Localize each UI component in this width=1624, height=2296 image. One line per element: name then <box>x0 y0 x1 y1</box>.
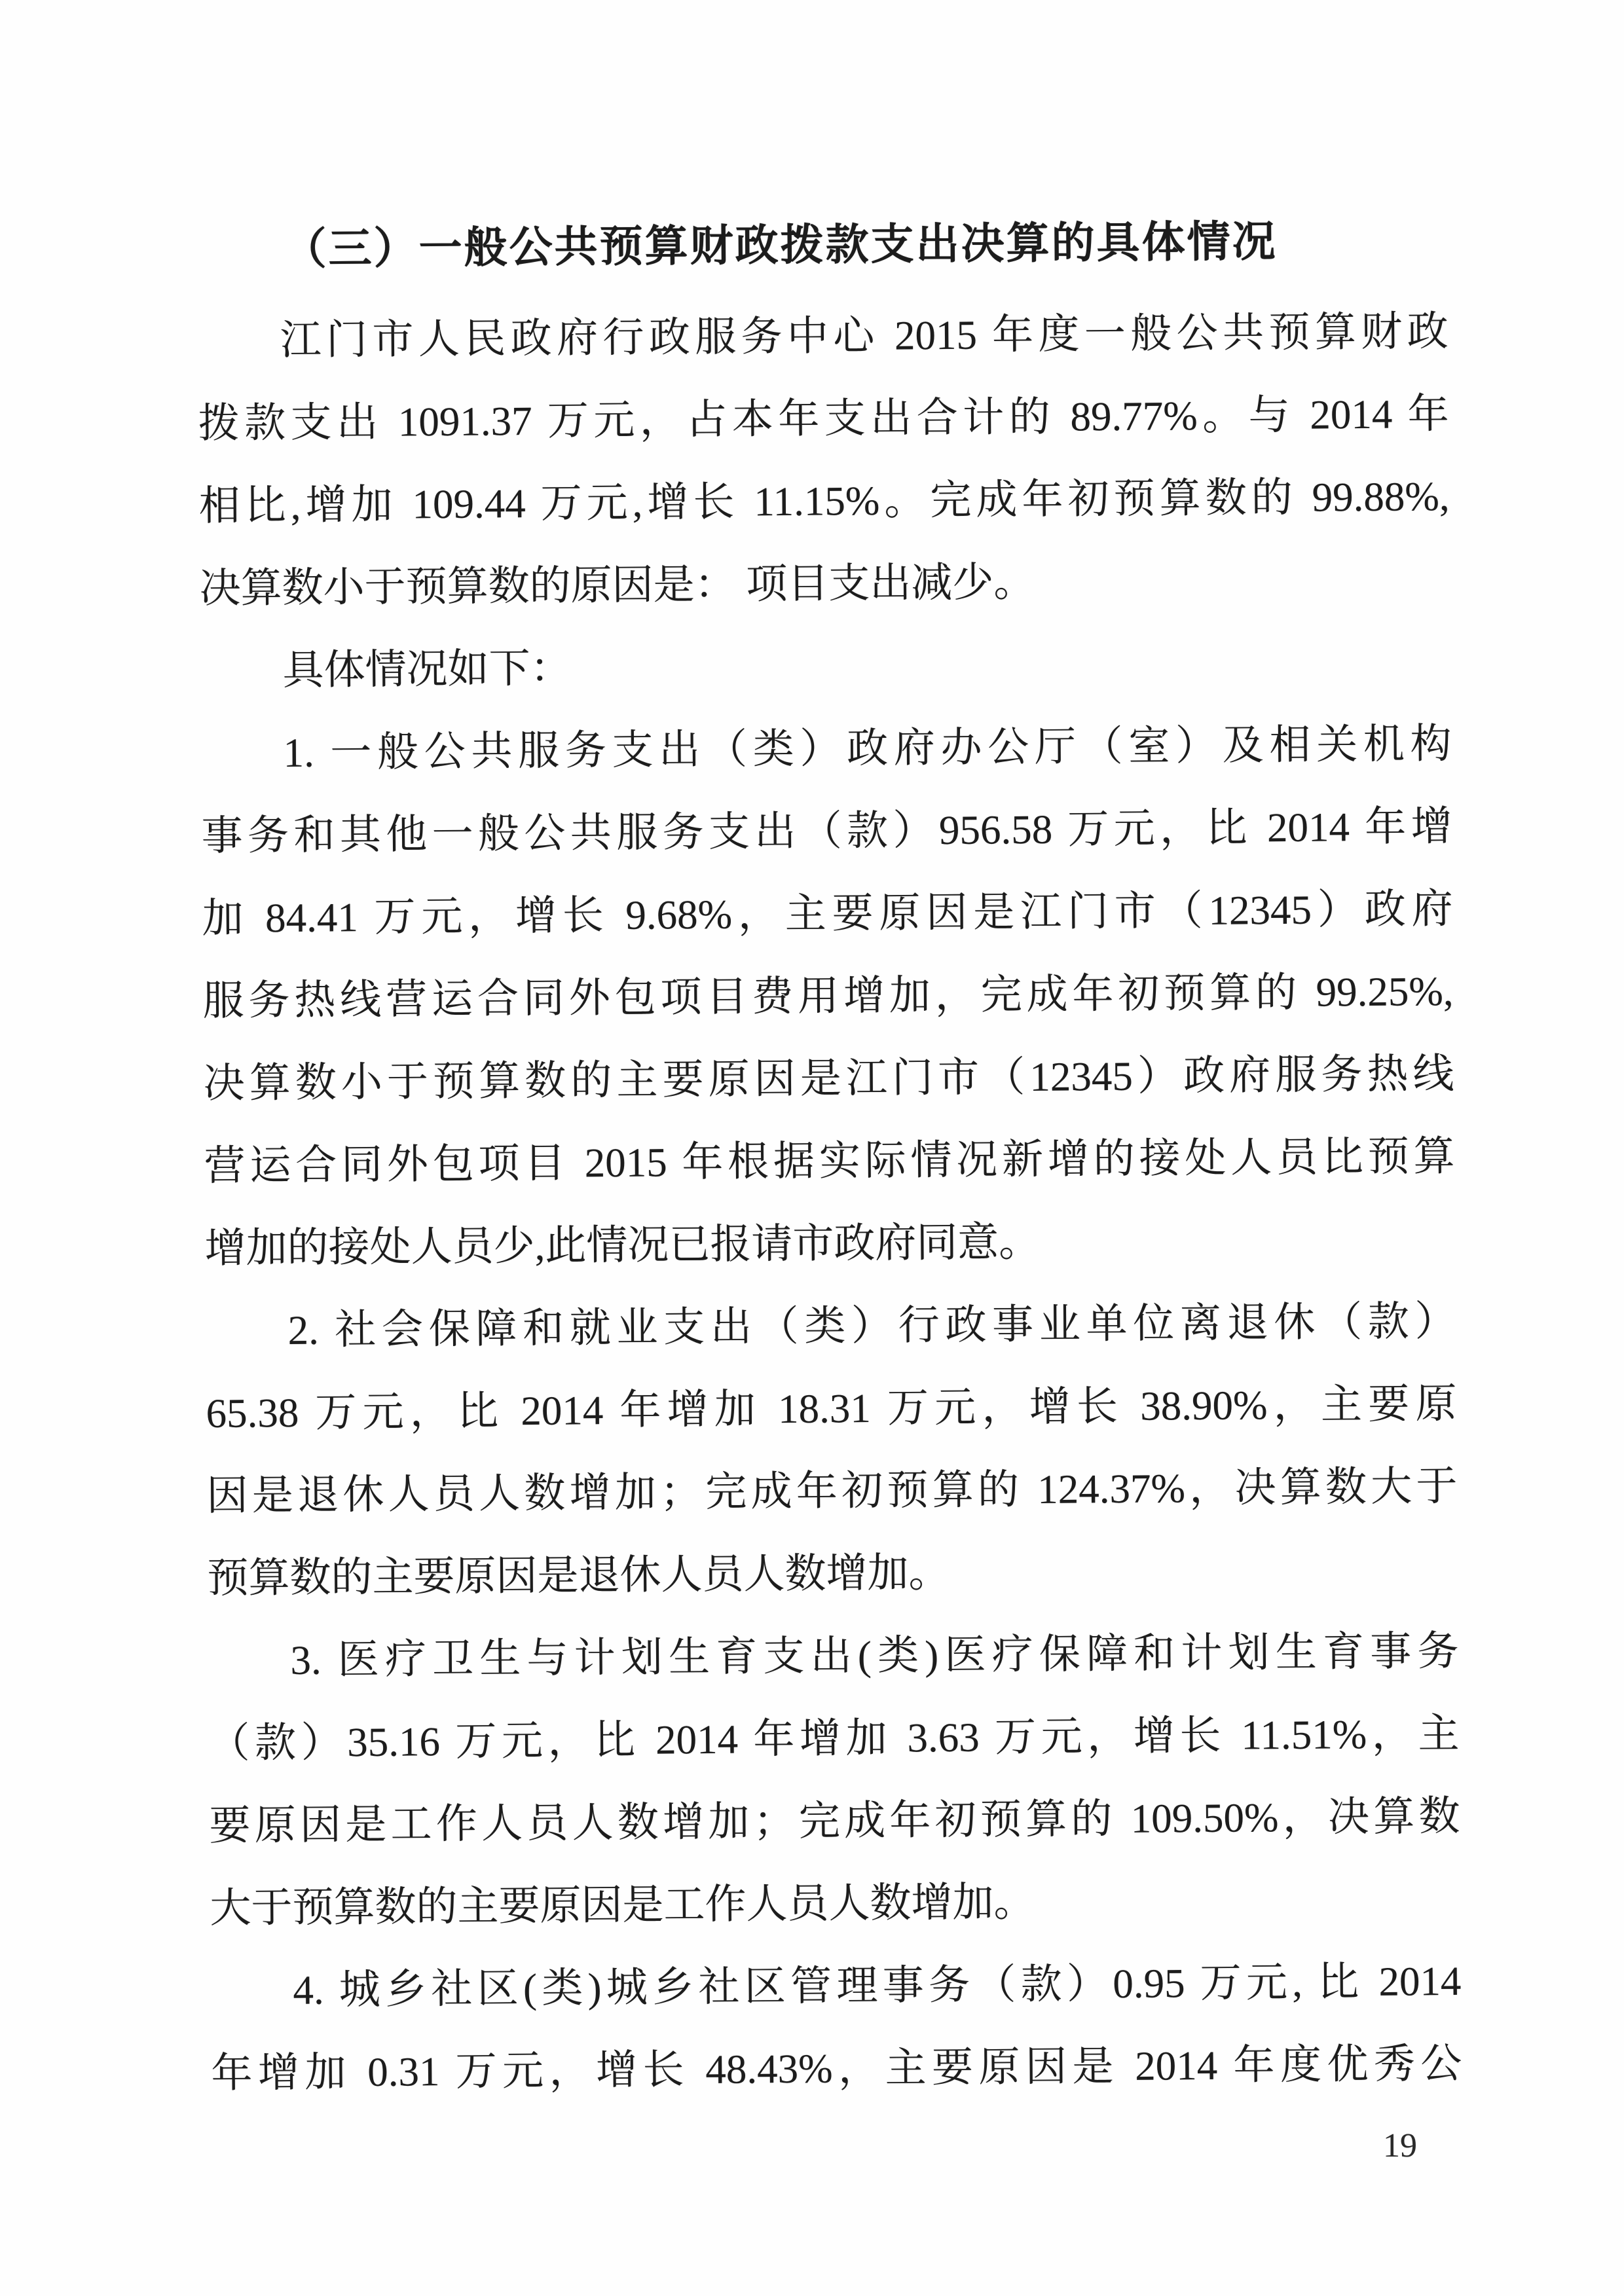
text-line: 事务和其他一般公共服务支出（款）956.58 万元，比 2014 年增 <box>201 803 1452 859</box>
text-line: 拨款支出 1091.37 万元，占本年支出合计的 89.77%。与 2014 年 <box>198 390 1449 446</box>
text-line: 因是退休人员人数增加；完成年初预算的 124.37%，决算数大于 <box>206 1463 1458 1519</box>
text-line: 营运合同外包项目 2015 年根据实际情况新增的接处人员比预算 <box>204 1133 1455 1189</box>
text-line: 65.38 万元，比 2014 年增加 18.31 万元，增长 38.90%，主要原 <box>206 1380 1457 1436</box>
text-line: 年增加 0.31 万元，增长 48.43%，主要原因是 2014 年度优秀公 <box>211 2040 1462 2096</box>
text-line: 决算数小于预算数的主要原因是江门市（12345）政府服务热线 <box>203 1050 1454 1106</box>
text-line: 增加的接处人员少,此情况已报请市政府同意。 <box>204 1218 1041 1271</box>
text-line: （款）35.16 万元，比 2014 年增加 3.63 万元，增长 11.51%，主 <box>208 1710 1460 1766</box>
text-line: 加 84.41 万元，增长 9.68%，主要原因是江门市（12345）政府 <box>202 885 1453 941</box>
text-line: 决算数小于预算数的原因是： 项目支出减少。 <box>199 558 1035 611</box>
text-line: 相比,增加 109.44 万元,增长 11.15%。完成年初预算数的 99.88%, <box>198 473 1450 529</box>
list-item-1-line: 1. 一般公共服务支出（类）政府办公厅（室）及相关机构 <box>283 720 1452 776</box>
text-line: 预算数的主要原因是退休人员人数增加。 <box>207 1550 950 1601</box>
list-item-3-line: 3. 医疗卫生与计划生育支出(类)医疗保障和计划生育事务 <box>290 1628 1459 1683</box>
section-heading: （三）一般公共预算财政拨款支出决算的具体情况 <box>283 218 1278 274</box>
text-line: 服务热线营运合同外包项目费用增加，完成年初预算的 99.25%, <box>202 968 1454 1024</box>
text-block <box>196 192 1462 2115</box>
list-item-4-line: 4. 城乡社区(类)城乡社区管理事务（款）0.95 万元, 比 2014 <box>293 1958 1462 2013</box>
page-number: 19 <box>1383 2127 1417 2164</box>
text-line: 要原因是工作人员人数增加；完成年初预算的 109.50%，决算数 <box>209 1793 1460 1849</box>
text-line: 江门市人民政府行政服务中心 2015 年度一般公共预算财政 <box>280 308 1449 364</box>
text-line: 大于预算数的主要原因是工作人员人数增加。 <box>210 1879 1035 1931</box>
text-line: 具体情况如下： <box>282 645 572 693</box>
list-item-2-line: 2. 社会保障和就业支出（类）行政事业单位离退休（款） <box>287 1298 1456 1353</box>
